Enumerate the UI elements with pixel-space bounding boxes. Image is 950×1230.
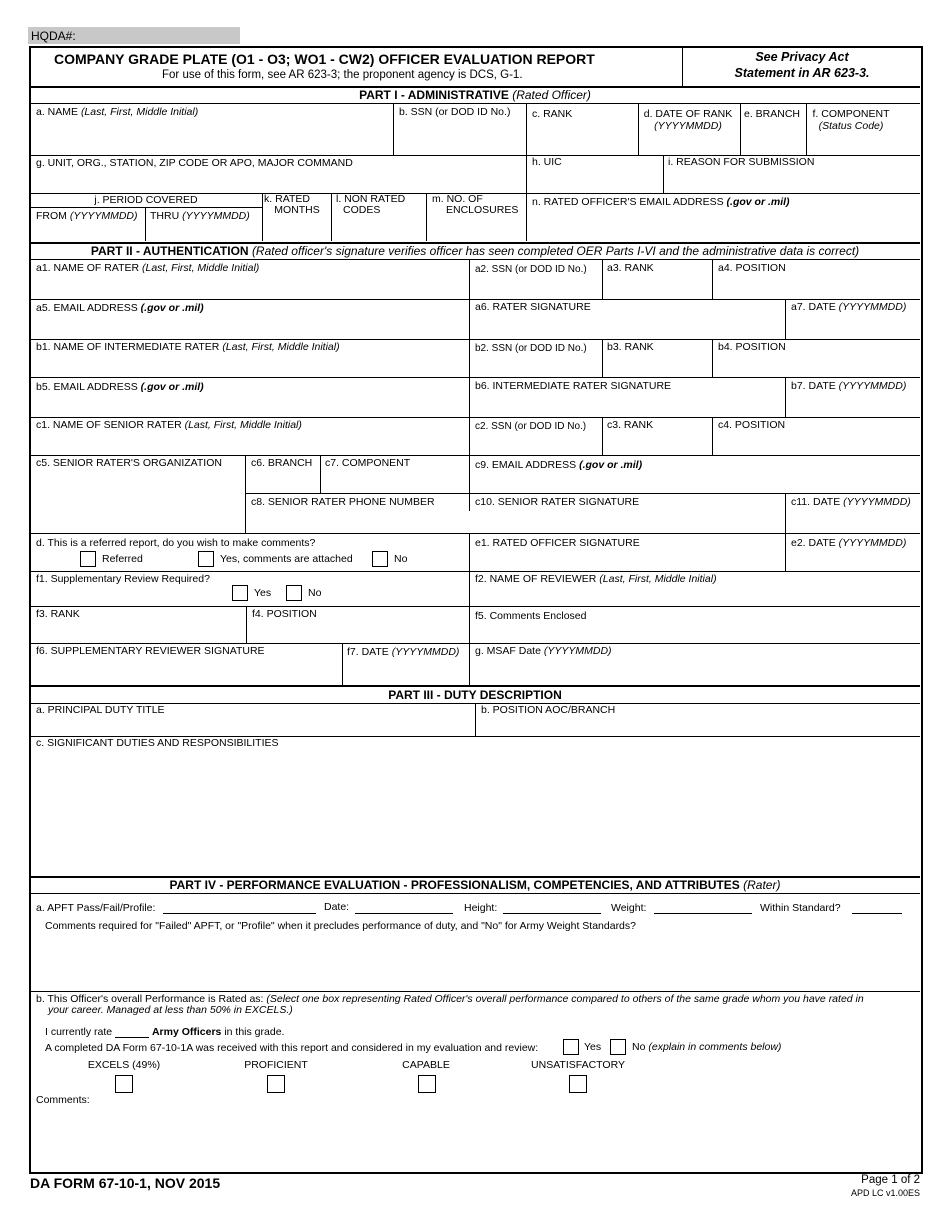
position-aoc-label: b. POSITION AOC/BRANCH [481,704,616,716]
unsatisfactory-checkbox[interactable] [569,1075,587,1093]
rate-count-field[interactable] [115,1028,149,1038]
height-label: Height: [464,902,498,914]
completed-no-label: No (explain in comments below) [632,1041,782,1053]
uic-label: h. UIC [532,156,562,168]
rated-officer-date-label: e2. DATE (YYYYMMDD) [791,537,907,549]
apft-comments-label: Comments required for "Failed" APFT, or "Profile" when it precludes performance of duty, and "No" for Army Weight Standards? [45,920,636,932]
weight-field[interactable] [654,913,752,914]
intermediate-ssn-label: b2. SSN (or DOD ID No.) [475,343,587,354]
part3-header: PART III - DUTY DESCRIPTION [388,688,562,702]
form-subtitle: For use of this form, see AR 623-3; the proponent agency is DCS, G-1. [162,69,523,81]
senior-rater-name-label: c1. NAME OF SENIOR RATER (Last, First, Middle Initial) [36,419,302,431]
rated-months-label: k. RATED MONTHS [264,193,320,216]
reason-label: i. REASON FOR SUBMISSION [668,156,815,168]
rated-officer-signature-label: e1. RATED OFFICER SIGNATURE [475,537,640,549]
part2-header: PART II - AUTHENTICATION (Rated officer's signature verifies officer has seen completed OER Parts I-VI and the administrative data is correct) [90,244,860,258]
significant-duties-label: c. SIGNIFICANT DUTIES AND RESPONSIBILITIES [36,737,279,749]
intermediate-rank-label: b3. RANK [607,341,654,353]
msaf-date-label: g. MSAF Date (YYYYMMDD) [475,645,612,657]
supplementary-no-label: No [308,587,322,599]
referred-label: Referred [102,553,143,565]
branch-label: e. BRANCH [744,108,801,120]
non-rated-label: l. NON RATED CODES [336,193,406,216]
overall-performance-label: b. This Officer's overall Performance is Rated as: (Select one box representing Rated Officer's overall performance compared to others of the same grade whom you have rated in your career. Managed at less than 50% in EXCELS.) [36,993,864,1016]
referred-no-label: No [394,553,408,565]
rater-position-label: a4. POSITION [718,262,786,274]
supplementary-date-label: f7. DATE (YYYYMMDD) [347,646,460,658]
rater-name-label: a1. NAME OF RATER (Last, First, Middle Initial) [36,262,260,274]
completed-no-checkbox[interactable] [610,1039,626,1055]
part4-header: PART IV - PERFORMANCE EVALUATION - PROFESSIONALISM, COMPETENCIES, AND ATTRIBUTES (Rater) [169,878,781,892]
intermediate-position-label: b4. POSITION [718,341,786,353]
apft-label: a. APFT Pass/Fail/Profile: [36,902,156,914]
duty-title-label: a. PRINCIPAL DUTY TITLE [36,704,165,716]
senior-date-label: c11. DATE (YYYYMMDD) [791,496,911,508]
hqda-label: HQDA#: [31,29,76,43]
supplementary-question: f1. Supplementary Review Required? [36,573,210,585]
unsatisfactory-label: UNSATISFACTORY [531,1059,625,1071]
capable-label: CAPABLE [402,1059,450,1071]
comments-enclosed-label: f5. Comments Enclosed [475,610,587,622]
rate-count-label: I currently rate Army Officers in this grade. [45,1026,285,1038]
rank-label: c. RANK [532,108,573,120]
apft-field[interactable] [163,913,316,914]
from-label: FROM (YYYYMMDD) [36,210,138,222]
reviewer-name-label: f2. NAME OF REVIEWER (Last, First, Middle Initial) [475,573,717,585]
apft-date-field[interactable] [355,913,453,914]
privacy-act-2: Statement in AR 623-3. [734,66,870,80]
excels-label: EXCELS (49%) [87,1059,161,1071]
referred-question: d. This is a referred report, do you wish to make comments? [36,537,316,549]
intermediate-signature-label: b6. INTERMEDIATE RATER SIGNATURE [475,380,672,392]
height-field[interactable] [503,913,601,914]
intermediate-email-label: b5. EMAIL ADDRESS (.gov or .mil) [36,381,204,393]
referred-checkbox[interactable] [80,551,96,567]
date-of-rank-label: d. DATE OF RANK (YYYYMMDD) [643,108,733,132]
referred-no-checkbox[interactable] [372,551,388,567]
senior-ssn-label: c2. SSN (or DOD ID No.) [475,421,587,432]
excels-checkbox[interactable] [115,1075,133,1093]
version-label: APD LC v1.00ES [850,1188,920,1198]
page-number: Page 1 of 2 [861,1174,920,1186]
comments-field[interactable] [31,1108,919,1168]
capable-checkbox[interactable] [418,1075,436,1093]
thru-label: THRU (YYYYMMDD) [150,210,250,222]
rater-email-label: a5. EMAIL ADDRESS (.gov or .mil) [36,302,204,314]
senior-signature-label: c10. SENIOR RATER SIGNATURE [475,496,640,508]
apft-date-label: Date: [324,901,350,913]
form-title: COMPANY GRADE PLATE (O1 - O3; WO1 - CW2) OFFICER EVALUATION REPORT [54,51,595,67]
rater-ssn-label: a2. SSN (or DOD ID No.) [475,264,587,275]
supplementary-yes-label: Yes [254,587,272,599]
supplementary-no-checkbox[interactable] [286,585,302,601]
senior-component-label: c7. COMPONENT [325,457,411,469]
senior-position-label: c4. POSITION [718,419,786,431]
component-label: f. COMPONENT (Status Code) [812,108,890,132]
email-label: n. RATED OFFICER'S EMAIL ADDRESS (.gov or .mil) [532,196,790,208]
reviewer-rank-label: f3. RANK [36,608,80,620]
supplementary-yes-checkbox[interactable] [232,585,248,601]
rater-signature-label: a6. RATER SIGNATURE [475,301,591,313]
completed-yes-checkbox[interactable] [563,1039,579,1055]
rater-date-label: a7. DATE (YYYYMMDD) [791,301,907,313]
comments-attached-label: Yes, comments are attached [220,553,353,565]
senior-email-label: c9. EMAIL ADDRESS (.gov or .mil) [475,459,643,471]
unit-label: g. UNIT, ORG., STATION, ZIP CODE OR APO, MAJOR COMMAND [36,157,353,169]
completed-yes-label: Yes [584,1041,602,1053]
comments-label: Comments: [36,1094,90,1106]
weight-label: Weight: [611,902,647,914]
supplementary-signature-label: f6. SUPPLEMENTARY REVIEWER SIGNATURE [36,645,265,657]
senior-rank-label: c3. RANK [607,419,654,431]
senior-branch-label: c6. BRANCH [251,457,313,469]
senior-phone-label: c8. SENIOR RATER PHONE NUMBER [251,496,435,508]
rated-name-label: a. NAME (Last, First, Middle Initial) [36,106,199,118]
form-number: DA FORM 67-10-1, NOV 2015 [30,1175,221,1191]
within-standard-field[interactable] [852,913,902,914]
intermediate-rater-name-label: b1. NAME OF INTERMEDIATE RATER (Last, First, Middle Initial) [36,341,340,353]
reviewer-position-label: f4. POSITION [252,608,317,620]
ssn-label: b. SSN (or DOD ID No.) [399,106,511,118]
proficient-label: PROFICIENT [244,1059,308,1071]
completed-form-label: A completed DA Form 67-10-1A was received with this report and considered in my evaluation and review: [45,1042,539,1054]
senior-org-label: c5. SENIOR RATER'S ORGANIZATION [36,457,222,469]
enclosures-label: m. NO. OF ENCLOSURES [432,193,519,216]
privacy-act-1: See Privacy Act [755,50,849,64]
within-standard-label: Within Standard? [760,902,841,914]
part1-header: PART I - ADMINISTRATIVE (Rated Officer) [359,88,591,102]
intermediate-date-label: b7. DATE (YYYYMMDD) [791,380,907,392]
proficient-checkbox[interactable] [267,1075,285,1093]
rater-rank-label: a3. RANK [607,262,654,274]
comments-attached-checkbox[interactable] [198,551,214,567]
period-label: j. PERIOD COVERED [94,194,198,206]
significant-duties-field[interactable] [31,750,919,876]
